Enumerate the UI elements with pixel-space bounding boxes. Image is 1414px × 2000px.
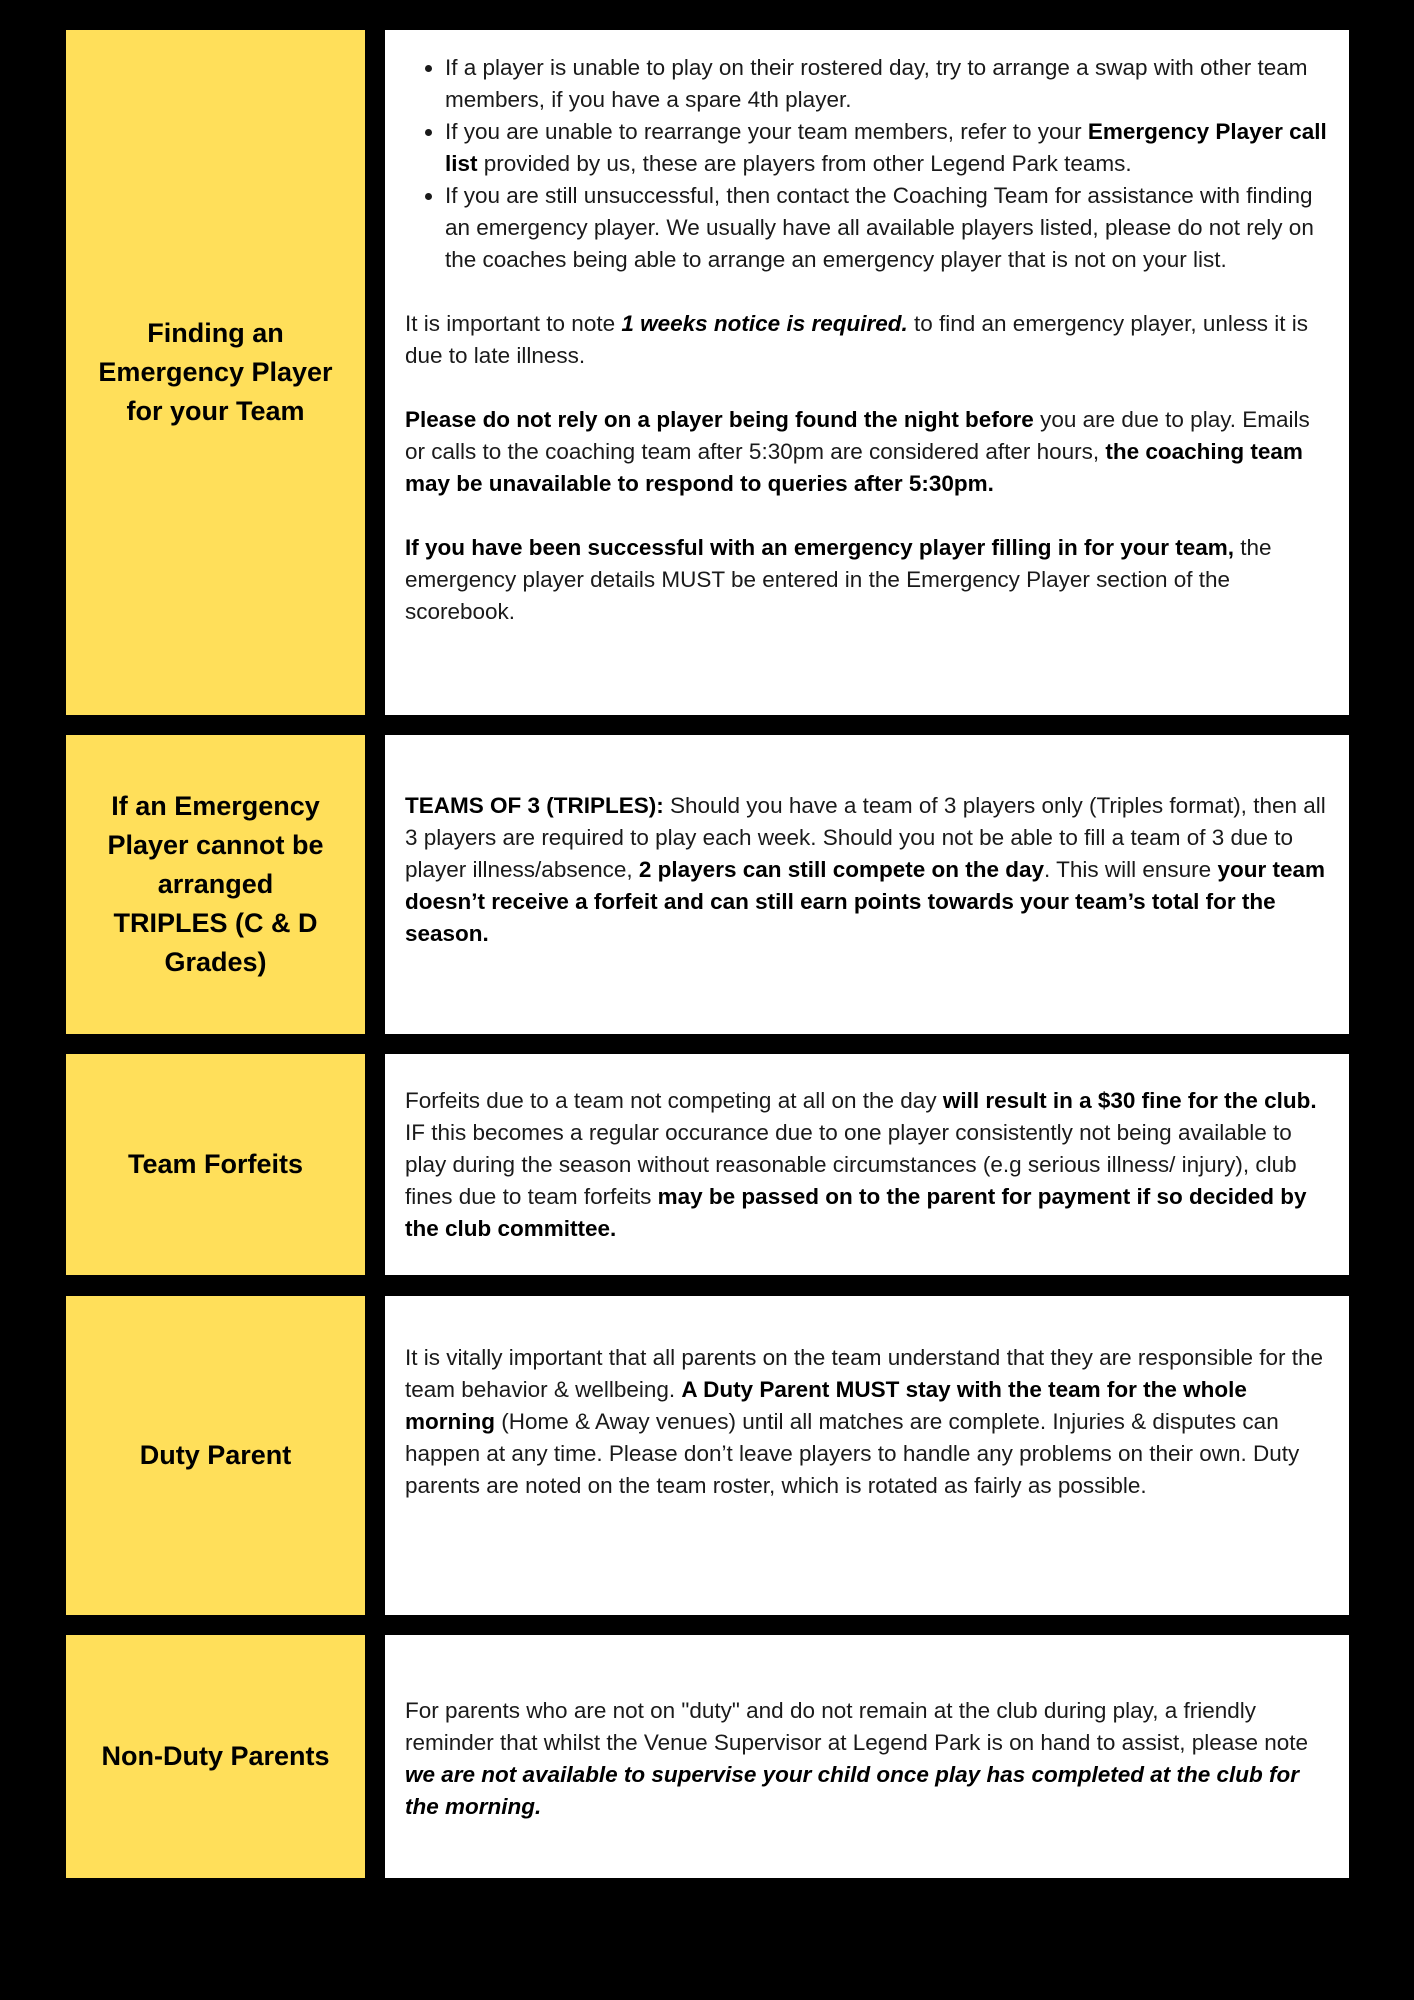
- paragraph-non-duty: For parents who are not on "duty" and do not remain at the club during play, a friendly reminder that whilst the Venue Supervisor at Legend Park is on hand to assist, please note we are not available to supervise your child once play has completed at the club for the morning.: [405, 1698, 1309, 1819]
- section-content: [385, 1296, 1349, 1615]
- section-label: Duty Parent: [66, 1296, 365, 1615]
- section-triples: [66, 735, 1349, 1034]
- section-finding-emergency-player: [66, 30, 1349, 715]
- section-label: If an Emergency Player cannot be arranged TRIPLES (C & D Grades): [66, 735, 365, 1034]
- section-duty-parent: [66, 1296, 1349, 1615]
- section-team-forfeits: [66, 1054, 1349, 1275]
- paragraph-success: If you have been successful with an emergency player filling in for your team, the emergency player details MUST be entered in the Emergency Player section of the scorebook.: [405, 535, 1272, 624]
- section-content: [385, 1635, 1349, 1878]
- section-content: [385, 735, 1349, 1034]
- section-content: [385, 30, 1349, 715]
- paragraph-night-before: Please do not rely on a player being found the night before you are due to play. Emails or calls to the coaching team after 5:30pm are considered after hours, the coaching team may be unavailable to respond to queries after 5:30pm.: [405, 407, 1310, 496]
- list-item: • If you are still unsuccessful, then contact the Coaching Team for assistance with finding an emergency player. We usually have all available players listed, please do not rely on the coaches being able to arrange an emergency player that is not on your list.: [445, 180, 1329, 276]
- bullet-list: [405, 52, 1329, 276]
- section-non-duty-parents: [66, 1635, 1349, 1878]
- list-item: • If a player is unable to play on their rostered day, try to arrange a swap with other team members, if you have a spare 4th player.: [445, 52, 1329, 116]
- section-content: [385, 1054, 1349, 1275]
- section-label: Team Forfeits: [66, 1054, 365, 1275]
- paragraph-notice: It is important to note 1 weeks notice is required. to find an emergency player, unless it is due to late illness.: [405, 311, 1308, 368]
- section-label: Non-Duty Parents: [66, 1635, 365, 1878]
- list-item: • If you are unable to rearrange your team members, refer to your Emergency Player call list provided by us, these are players from other Legend Park teams.: [445, 116, 1329, 180]
- paragraph-forfeits: Forfeits due to a team not competing at all on the day will result in a $30 fine for the club. IF this becomes a regular occurance due to one player consistently not being available to play during the season without reasonable circumstances (e.g serious illness/ injury), club fines due to team forfeits may be passed on to the parent for payment if so decided by the club committee.: [405, 1087, 1317, 1241]
- section-label: Finding an Emergency Player for your Team: [66, 30, 365, 715]
- paragraph-triples: TEAMS OF 3 (TRIPLES): Should you have a team of 3 players only (Triples format), then all 3 players are required to play each week. Should you not be able to fill a team of 3 due to player illness/absence, 2 players can still compete on the day. This will ensure your team doesn’t receive a forfeit and can still earn points towards your team’s total for the season.: [405, 793, 1326, 946]
- paragraph-duty: It is vitally important that all parents on the team understand that they are responsible for the team behavior & wellbeing. A Duty Parent MUST stay with the team for the whole morning (Home & Away venues) until all matches are complete. Injuries & disputes can happen at any time. Please don’t leave players to handle any problems on their own. Duty parents are noted on the team roster, which is rotated as fairly as possible.: [405, 1345, 1324, 1498]
